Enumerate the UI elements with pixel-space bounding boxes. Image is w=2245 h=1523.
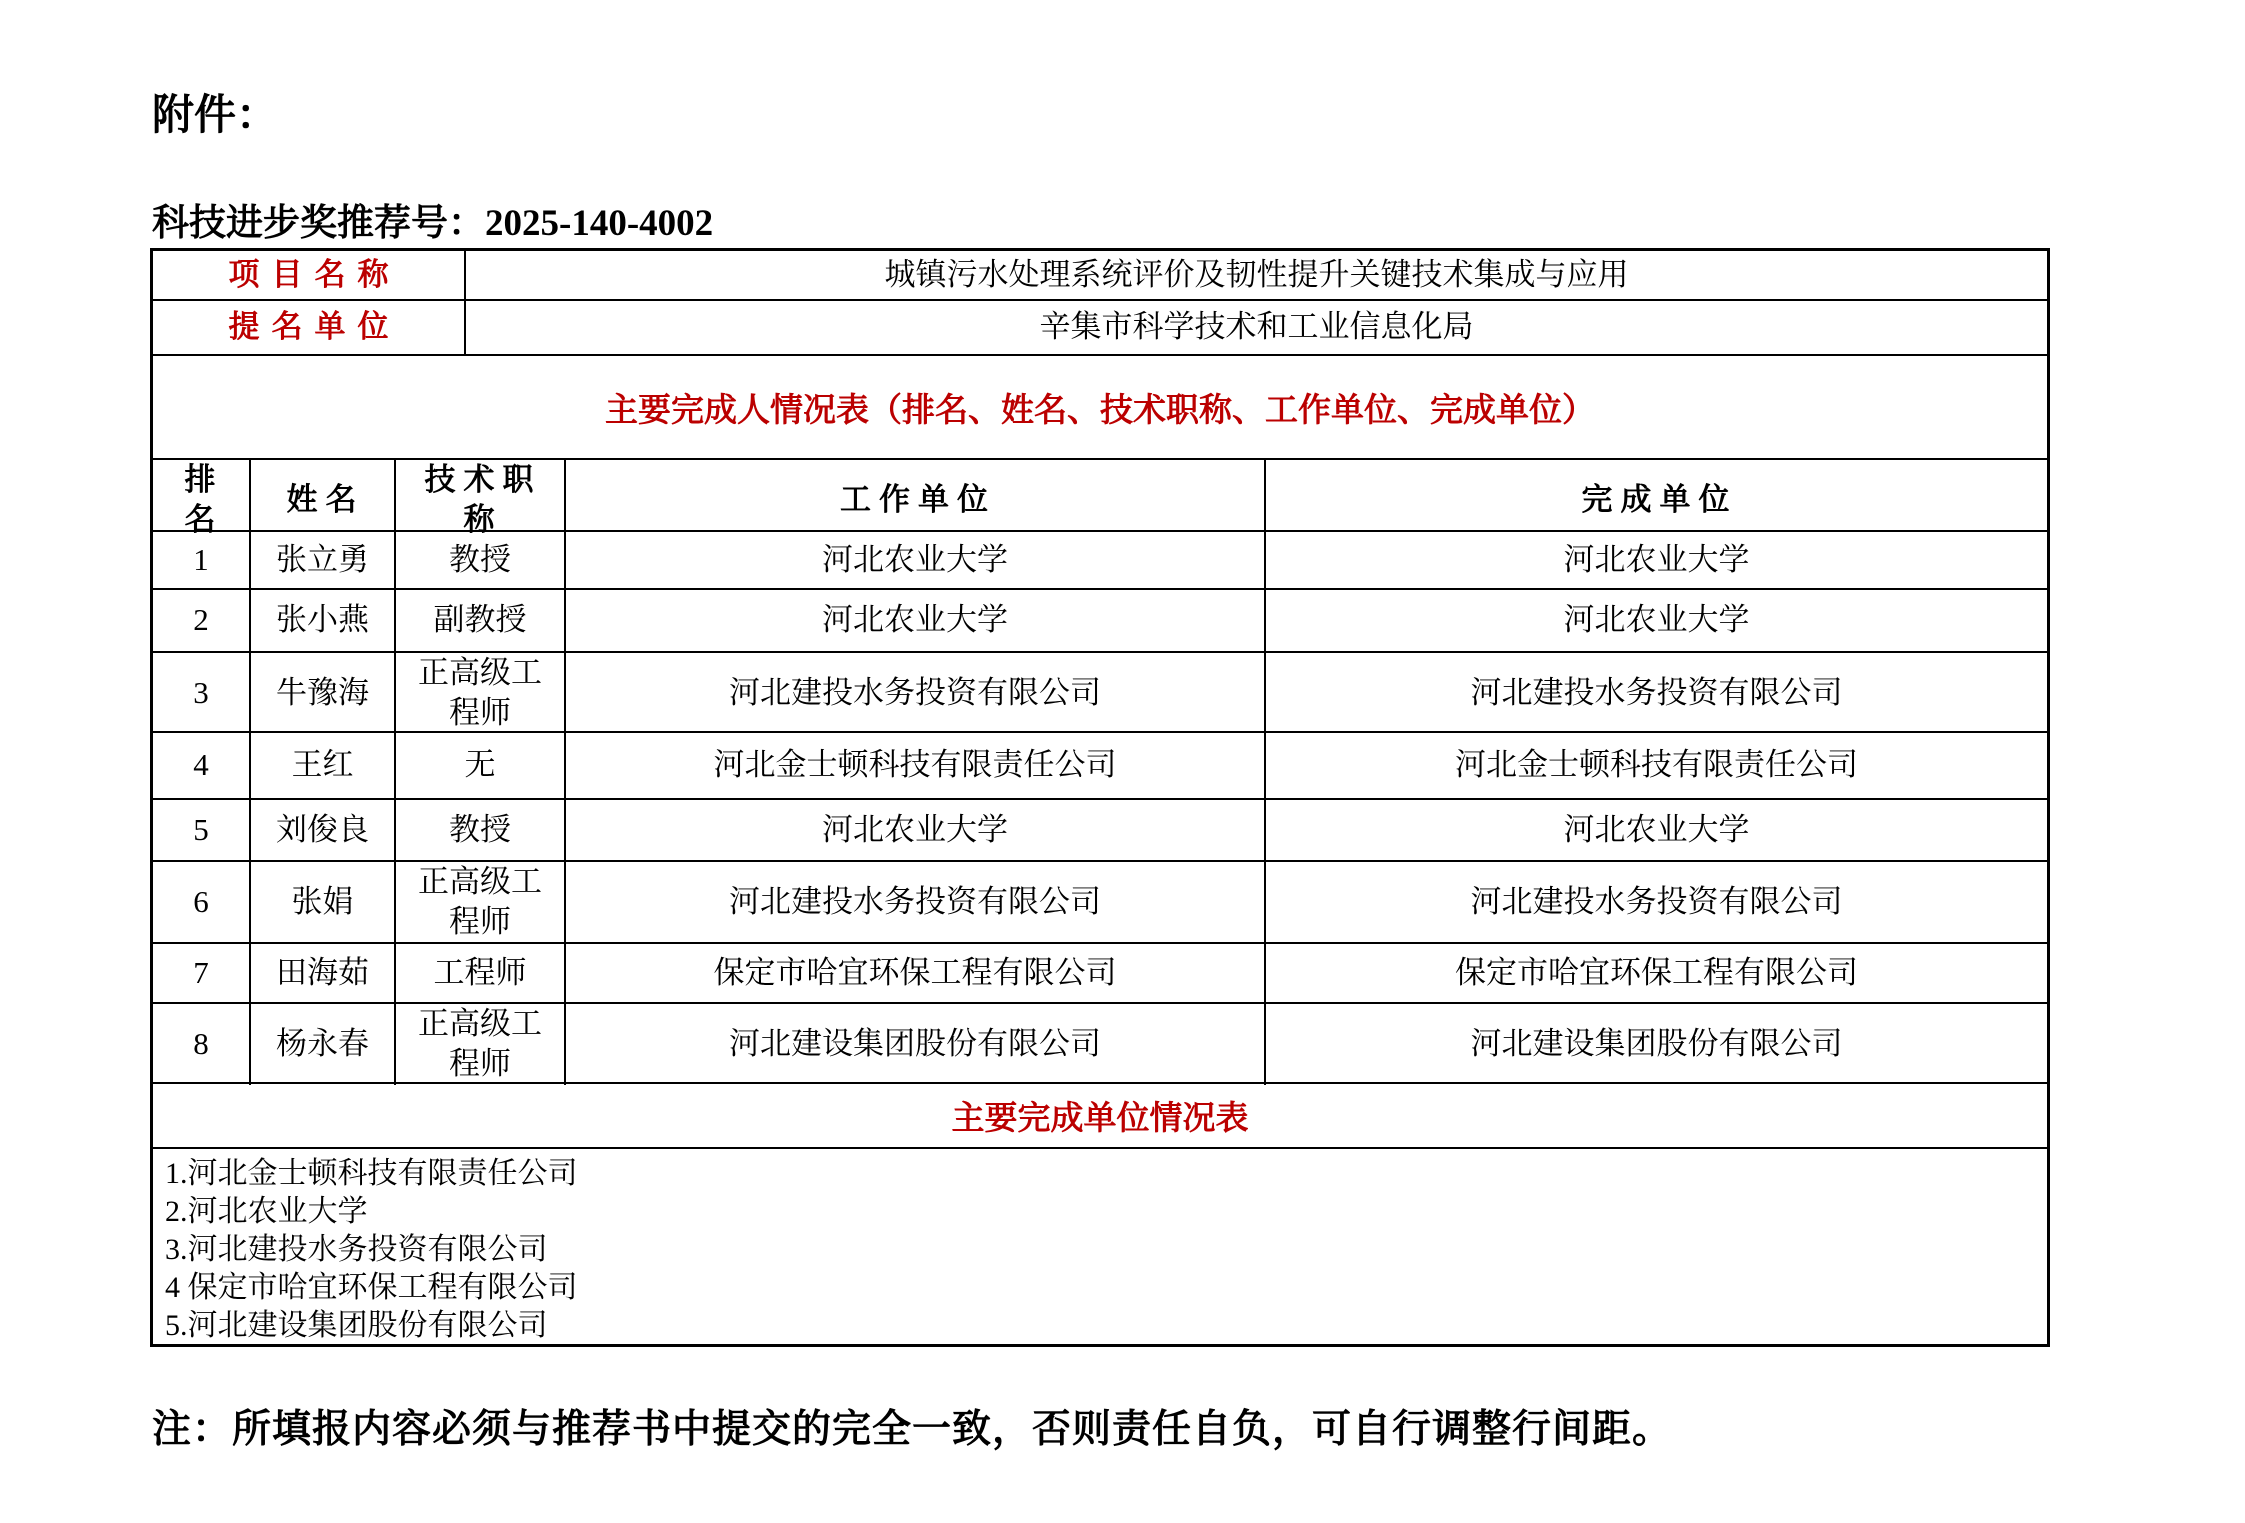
completer-rank: 1 [153, 532, 251, 588]
completer-rank: 7 [153, 944, 251, 1002]
completer-completion-unit: 河北金士顿科技有限责任公司 [1455, 747, 1858, 783]
completer-completion-unit: 河北建投水务投资有限公司 [1470, 884, 1843, 920]
completer-completion-unit: 河北建设集团股份有限公司 [1470, 1026, 1843, 1062]
completer-row [153, 800, 2047, 862]
project-name-label: 项目名称 [153, 251, 466, 299]
completer-name: 杨永春 [251, 1004, 396, 1085]
completer-title: 副教授 [396, 590, 566, 651]
completer-row [153, 653, 2047, 733]
nominating-unit-value: 辛集市科学技术和工业信息化局 [1039, 309, 1474, 345]
completer-title: 教授 [396, 532, 566, 588]
completer-name: 牛豫海 [251, 653, 396, 734]
unit-item: 4 保定市哈宜环保工程有限公司 [165, 1271, 578, 1304]
completer-row [153, 862, 2047, 944]
recommendation-line [152, 192, 713, 246]
completer-name: 张娟 [251, 862, 396, 943]
completer-row [153, 944, 2047, 1004]
units-list [153, 1149, 2047, 1345]
completer-name: 张小燕 [251, 590, 396, 651]
attachment-heading: 附件： [152, 90, 279, 139]
header-work-unit: 工作单位 [566, 460, 1266, 541]
completer-rank: 5 [153, 800, 251, 860]
completer-work-unit: 河北建投水务投资有限公司 [566, 862, 1266, 943]
completer-row [153, 532, 2047, 590]
award-form-table [150, 248, 2050, 1347]
header-rank: 排名 [153, 460, 251, 541]
completer-row [153, 1004, 2047, 1084]
completer-name: 王红 [251, 733, 396, 798]
project-name-value: 城镇污水处理系统评价及韧性提升关键技术集成与应用 [884, 256, 1629, 292]
completer-title: 正高级工程师 [396, 862, 566, 943]
completer-completion-unit: 河北农业大学 [1563, 541, 1750, 577]
unit-item: 1.河北金士顿科技有限责任公司 [165, 1157, 578, 1190]
nominating-unit-label: 提名单位 [153, 301, 466, 354]
header-completion-unit: 完成单位 [1581, 482, 1738, 518]
completer-name: 张立勇 [251, 532, 396, 588]
completer-name: 田海茹 [251, 944, 396, 1002]
completer-rank: 3 [153, 653, 251, 734]
unit-item: 2.河北农业大学 [165, 1195, 368, 1228]
completer-work-unit: 保定市哈宜环保工程有限公司 [566, 944, 1266, 1002]
completer-rank: 2 [153, 590, 251, 651]
footer-note: 注：所填报内容必须与推荐书中提交的完全一致，否则责任自负，可自行调整行间距。 [152, 1408, 1673, 1451]
completer-title: 工程师 [396, 944, 566, 1002]
completer-work-unit: 河北金士顿科技有限责任公司 [566, 733, 1266, 798]
completer-work-unit: 河北建设集团股份有限公司 [566, 1004, 1266, 1085]
completer-title: 教授 [396, 800, 566, 860]
project-name-row [153, 251, 2047, 301]
recommendation-label: 科技进步奖推荐号： [152, 203, 485, 244]
completer-work-unit: 河北建投水务投资有限公司 [566, 653, 1266, 734]
header-name: 姓名 [251, 460, 396, 541]
completer-row [153, 590, 2047, 653]
completer-rank: 4 [153, 733, 251, 798]
completer-completion-unit: 保定市哈宜环保工程有限公司 [1455, 954, 1858, 990]
completer-completion-unit: 河北农业大学 [1563, 811, 1750, 847]
units-section-title: 主要完成单位情况表 [951, 1101, 1249, 1137]
completers-title-row [153, 356, 2047, 460]
completer-row [153, 733, 2047, 800]
completer-work-unit: 河北农业大学 [566, 800, 1266, 860]
completers-header-row [153, 460, 2047, 538]
completer-rank: 8 [153, 1004, 251, 1085]
completer-title: 无 [396, 733, 566, 798]
completer-title: 正高级工程师 [396, 1004, 566, 1085]
completer-rank: 6 [153, 862, 251, 943]
completer-title: 正高级工程师 [396, 653, 566, 734]
header-title: 技术职称 [396, 460, 566, 541]
completer-work-unit: 河北农业大学 [566, 532, 1266, 588]
completer-completion-unit: 河北建投水务投资有限公司 [1470, 675, 1843, 711]
completers-section-title: 主要完成人情况表（排名、姓名、技术职称、工作单位、完成单位） [605, 392, 1595, 429]
unit-item: 5.河北建设集团股份有限公司 [165, 1309, 548, 1342]
completer-name: 刘俊良 [251, 800, 396, 860]
units-title-row [153, 1084, 2047, 1149]
unit-item: 3.河北建投水务投资有限公司 [165, 1233, 548, 1266]
completer-completion-unit: 河北农业大学 [1563, 602, 1750, 638]
nominating-unit-row [153, 301, 2047, 356]
recommendation-number: 2025-140-4002 [485, 203, 714, 244]
completer-work-unit: 河北农业大学 [566, 590, 1266, 651]
units-list-row [153, 1149, 2047, 1344]
